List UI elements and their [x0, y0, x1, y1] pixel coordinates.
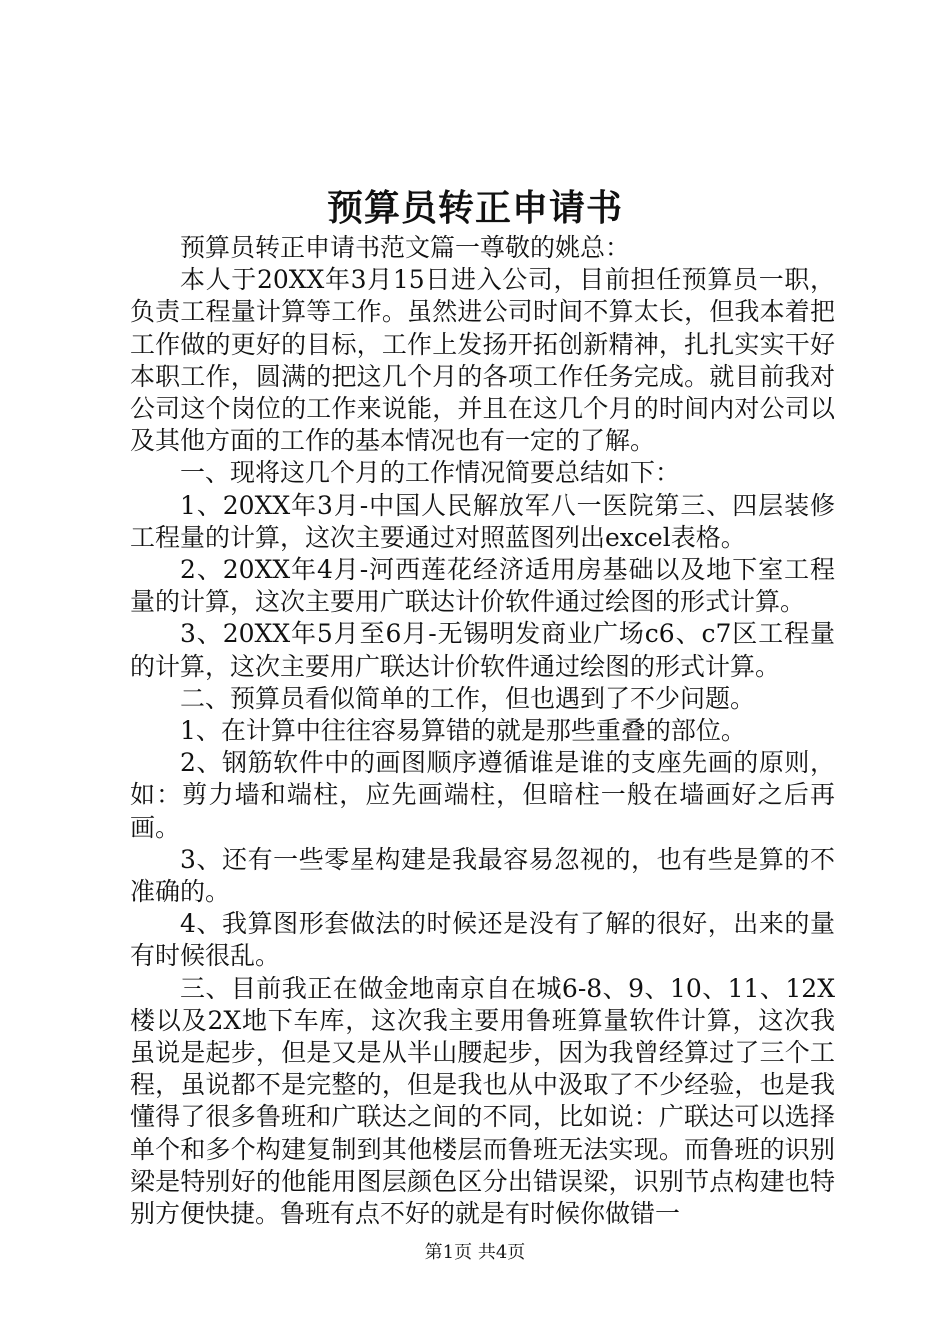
paragraph-salutation: 预算员转正申请书范文篇一尊敬的姚总：: [180, 233, 631, 262]
document-title: 预算员转正申请书: [326, 187, 623, 229]
paragraph-item: 2、钢筋软件中的画图顺序遵循谁是谁的支座先画的原则，如：剪力墙和端柱，应先画端柱，但暗柱一般在墙画好之后再画。: [130, 748, 835, 842]
paragraph-section-3: 三、目前我正在做金地南京自在城6-8、9、10、11、12X楼以及2X地下车库，这次我主要用鲁班算量软件计算，这次我虽说是起步，但是又是从半山腰起步，因为我曾经算过了三个工程，虽说都不是完整的，但是我也从中汲取了不少经验，也是我懂得了很多鲁班和广联达之间的不同，比如说：广联达可以选择单个和多个构建复制到其他楼层而鲁班无法实现。而鲁班的识别梁是特别好的他能用图层颜色区分出错误梁，识别节点构建也特别方便快捷。鲁班有点不好的就是有时候你做错一: [130, 973, 835, 1229]
paragraph-item: 4、我算图形套做法的时候还是没有了解的很好，出来的量有时候很乱。: [130, 909, 835, 971]
paragraph-item: 3、还有一些零星构建是我最容易忽视的，也有些是算的不准确的。: [130, 844, 835, 907]
paragraph-item: 3、20XX年5月至6月-无锡明发商业广场c6、c7区工程量的计算，这次主要用广联达计价软件通过绘图的形式计算。: [130, 619, 835, 681]
paragraph-item: 1、20XX年3月-中国人民解放军八一医院第三、四层装修工程量的计算，这次主要通过对照蓝图列出excel表格。: [130, 490, 835, 552]
document-body: [130, 232, 835, 1230]
paragraph-intro: 本人于20XX年3月15日进入公司，目前担任预算员一职，负责工程量计算等工作。虽然进公司时间不算太长，但我本着把工作做的更好的目标，工作上发扬开拓创新精神，扎扎实实干好本职工作，圆满的把这几个月的各项工作任务完成。就目前我对公司这个岗位的工作来说能，并且在这几个月的时间内对公司以及其他方面的工作的基本情况也有一定的了解。: [130, 265, 835, 456]
paragraph-section-2-heading: 二、预算员看似简单的工作，但也遇到了不少问题。: [180, 683, 756, 713]
paragraph-item: 2、20XX年4月-河西莲花经济适用房基础以及地下室工程量的计算，这次主要用广联达计价软件通过绘图的形式计算。: [130, 555, 835, 617]
page-footer: 第1页 共4页: [424, 1242, 526, 1263]
paragraph-item: 1、在计算中往往容易算错的就是那些重叠的部位。: [180, 716, 746, 746]
paragraph-section-1-heading: 一、现将这几个月的工作情况简要总结如下：: [180, 458, 681, 488]
